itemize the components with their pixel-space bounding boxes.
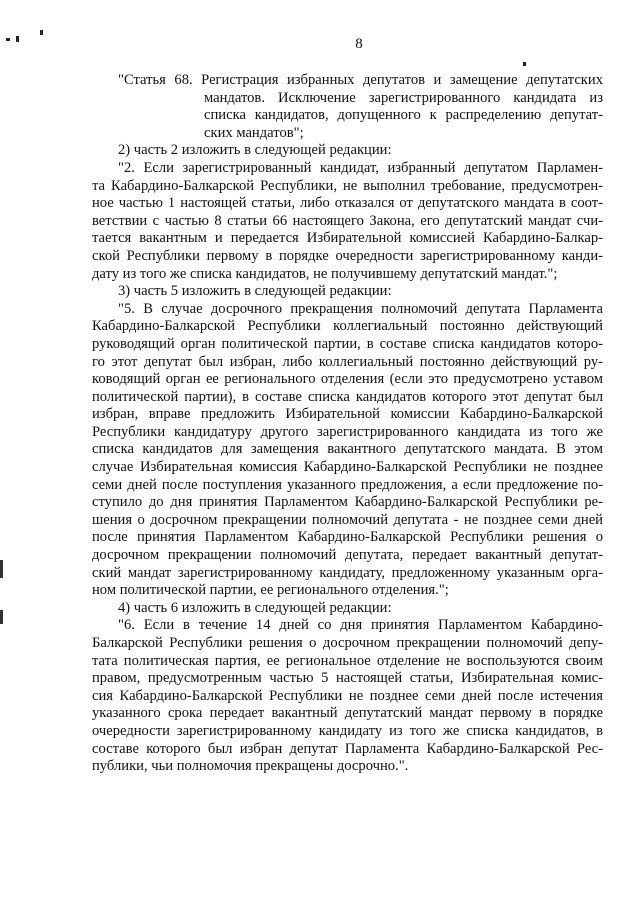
text-line: Республики кандидатуру другого зарегистрированного кандидата из того же [92,423,603,440]
text-line: списка кандидатов, допущенного к распределению депутат- [204,107,603,124]
text-line: случае Избирательная комиссия Кабардино-Балкарской Республики не позднее [92,459,603,476]
text-line: указанного срока передает вакантный депутатский мандат первому в порядке [92,705,603,722]
text-line: ских мандатов"; [204,124,304,141]
text-line: дату из того же списка кандидатов, не получившему депутатский мандат."; [92,265,558,282]
text-line: 4) часть 6 изложить в следующей редакции: [118,599,392,616]
text-line: тата политическая партия, ее региональное отделение не воспользуются своим [92,652,603,669]
scan-edge-mark [0,610,3,624]
text-line: избран, вправе предложить Избирательной комиссии Кабардино-Балкарской [92,406,603,423]
scan-edge-mark [0,560,3,578]
scan-speck [523,62,526,66]
text-line: очередности зарегистрированному кандидату из того же списка кандидатов, в [92,722,603,739]
text-line: тается вакантным и передается Избирательной комиссией Кабардино-Балкар- [92,230,603,247]
text-line: досрочном прекращении полномочий депутата, передает вакантный депутат- [92,547,603,564]
text-line: после принятия Парламентом Кабардино-Балкарской Республики решения о [92,529,603,546]
document-body [92,72,603,776]
text-line: Кабардино-Балкарской Республики коллегиальный постоянно действующий [92,318,603,335]
text-line: "Статья 68. Регистрация избранных депутатов и замещение депутатских [118,72,603,88]
text-line: ном политической партии, ее регионального отделения."; [92,582,449,599]
text-line: публики, чьи полномочия прекращены досрочно.". [92,758,409,775]
text-line: политической партии), в составе списка кандидатов которого этот депутат был [92,388,603,405]
text-line: 3) часть 5 изложить в следующей редакции: [118,283,392,300]
text-line: сия Кабардино-Балкарской Республики не позднее семи дней после истечения [92,687,603,704]
text-line: ководящий орган ее регионального отделения (если это предусмотрено уставом [92,371,603,388]
scan-speck [40,30,43,35]
page-number: 8 [355,36,363,52]
text-line: го этот депутат был избран, либо коллегиальный постоянно действующий ру- [92,353,603,370]
text-line: шения о досрочном прекращении полномочий депутата - не позднее семи дней [92,511,603,528]
text-line: ступило до дня принятия Парламентом Кабардино-Балкарской Республики ре- [92,494,603,511]
text-line: семи дней после поступления указанного предложения, а если предложение по- [92,476,603,493]
text-line: "6. Если в течение 14 дней со дня принятия Парламентом Кабардино- [118,617,603,634]
text-line: та Кабардино-Балкарской Республики, не выполнил требование, предусмотрен- [92,177,603,194]
text-line: руководящий орган политической партии, в составе списка кандидатов которо- [92,335,603,352]
text-line: ное частью 1 настоящей статьи, либо отказался от депутатского мандата в соот- [92,195,603,212]
text-line: правом, предусмотренным частью 5 настоящей статьи, Избирательная комис- [92,670,603,687]
text-line: списка кандидатов для замещения вакантного депутатского мандата. В этом [92,441,603,458]
text-line: "2. Если зарегистрированный кандидат, избранный депутатом Парламен- [118,159,603,176]
text-line: ветствии с частью 8 статьи 66 настоящего Закона, его депутатский мандат счи- [92,212,603,229]
text-line: мандатов. Исключение зарегистрированного кандидата из [204,89,603,106]
text-line: составе которого был избран депутат Парламента Кабардино-Балкарской Рес- [92,740,603,757]
text-line: Балкарской Республики решения о досрочном прекращении полномочий депу- [92,635,603,651]
text-line: ской Республики первому в порядке очередности зарегистрированному канди- [92,247,603,264]
text-line: 2) часть 2 изложить в следующей редакции: [118,142,392,159]
text-line: ский мандат зарегистрированному кандидату, предложенному указанным орга- [92,564,603,581]
text-line: "5. В случае досрочного прекращения полномочий депутата Парламента [118,300,603,317]
